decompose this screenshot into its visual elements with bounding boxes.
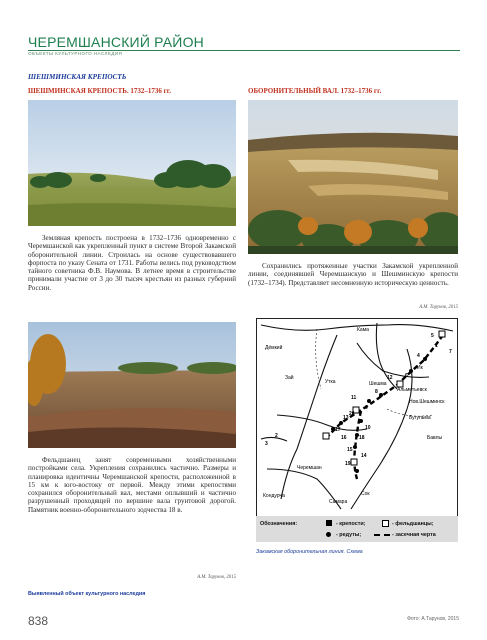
left-photo-caption: ШЕШМИНСКАЯ КРЕПОСТЬ. 1732–1736 гг.	[28, 87, 171, 95]
left-photo-credit: А.М. Тарунов, 2015	[197, 575, 236, 580]
legend-fieldwork-icon	[382, 520, 389, 527]
map-number-label: 19	[345, 461, 351, 467]
map-number-label: 3	[265, 441, 268, 447]
map-number-label: 7	[449, 349, 452, 355]
legend-redoubt-icon	[326, 532, 331, 537]
defense-line-map	[256, 318, 458, 518]
map-number-label: 12	[387, 375, 393, 381]
map-label-kondurcha: Кондурча	[263, 493, 285, 499]
map-label-town-b: Бавлы	[427, 435, 443, 441]
map-number-label: 4	[417, 353, 420, 359]
legend-line-icon	[374, 534, 390, 536]
right-photo-credit: А.М. Тарунов, 2015	[419, 305, 458, 310]
map-number-label: 17	[335, 427, 341, 433]
page-header-title: ЧЕРЕМШАНСКИЙ РАЙОН	[28, 34, 204, 50]
map-caption: Закамская оборонительная линия. Схема	[256, 549, 363, 555]
map-number-label: 10	[365, 425, 371, 431]
legend-item-fortress: - крепости;	[336, 521, 366, 527]
map-label-shesh: Шешма	[369, 381, 387, 387]
map-number-label: 8	[375, 389, 378, 395]
map-label-top-left: Дёмкий	[265, 345, 283, 351]
map-number-label: 9	[365, 405, 368, 411]
fortress-photo	[28, 100, 236, 226]
map-number-label: 6	[405, 373, 408, 379]
photo-credit-footer: Фото: А.Тарунов, 2015	[407, 616, 459, 622]
map-number-label: 20	[349, 411, 355, 417]
legend-item-redoubt: - редуты;	[336, 532, 362, 538]
map-label-bugulma: Бугульма	[409, 415, 431, 421]
map-legend	[256, 516, 458, 542]
section-title: ШЕШМИНСКАЯ КРЕПОСТЬ	[28, 73, 127, 81]
left-paragraph-1: Земляная крепость построена в 1732–1736 одновременно с Черемшанской как укрепленный пункт в системе Второй Закамской оборонительной линии. Строилась на основе существовавшего форпоста по указу Сената от 1731. Работы велись под руководством тайного советника Ф.В. Наумова. В летнее время в строительстве принимали участие от 3 до 30 тысяч крестьян из разных губерний России.	[28, 234, 236, 292]
map-label-almetevsk: Альметьевск	[397, 387, 427, 393]
heritage-object-caption: Выявленный объект культурного наследия	[28, 591, 146, 597]
right-photo-caption: ОБОРОНИТЕЛЬНЫЙ ВАЛ. 1732–1736 гг.	[248, 87, 382, 95]
map-label-utka: Утка	[325, 379, 336, 385]
legend-fortress-icon	[326, 520, 332, 526]
map-number-label: 2	[275, 433, 278, 439]
autumn-field-photo	[28, 322, 236, 448]
map-number-label: 11	[351, 395, 357, 401]
page-header-subtitle: ОБЪЕКТЫ КУЛЬТУРНОГО НАСЛЕДИЯ	[28, 51, 123, 56]
map-number-label: 16	[341, 435, 347, 441]
left-paragraph-2: Фельдшанец занят современными хозяйственными постройками села. Укрепления сохранились частично. Размеры и планировка идентичны Черемшанской крепости, расположенной в 15 км к юго-востоку от первой. Между этими крепостями сохранился оборонительный вал, местами оплывший и частично разрушенный проходящей по вершине вала грунтовой дорогой. Памятник военно-оборонительного зодчества 18 в.	[28, 456, 236, 514]
map-label-sok: Сок	[361, 491, 370, 497]
map-label-cheremshan: Черемшан	[297, 465, 322, 471]
right-paragraph: Сохранились протяженные участки Закамской укрепленной линии, соединявшей Черемшанскую и Шешминскую крепости (1732–1734). Представляет несомненную историческую ценность.	[248, 262, 458, 287]
page-number: 838	[28, 614, 49, 628]
map-number-label: 15	[347, 447, 353, 453]
map-label-zai: Зай	[285, 375, 294, 381]
legend-item-line: - засечная черта	[392, 532, 436, 538]
map-label-ik: Ик	[417, 365, 423, 371]
map-number-label: 5	[431, 333, 434, 339]
map-number-label: 13	[343, 415, 349, 421]
map-number-label: 14	[361, 453, 367, 459]
map-label-town-a: Нов.Шешминск	[409, 399, 445, 405]
legend-title: Обозначения:	[260, 521, 298, 527]
map-label-samara: Самара	[329, 499, 348, 505]
legend-item-fieldwork: - фельдшанцы;	[392, 521, 434, 527]
map-number-label: 18	[359, 435, 365, 441]
map-number-label: 1	[435, 343, 438, 349]
rampart-photo	[248, 100, 458, 254]
map-label-kama: Кама	[357, 327, 369, 333]
